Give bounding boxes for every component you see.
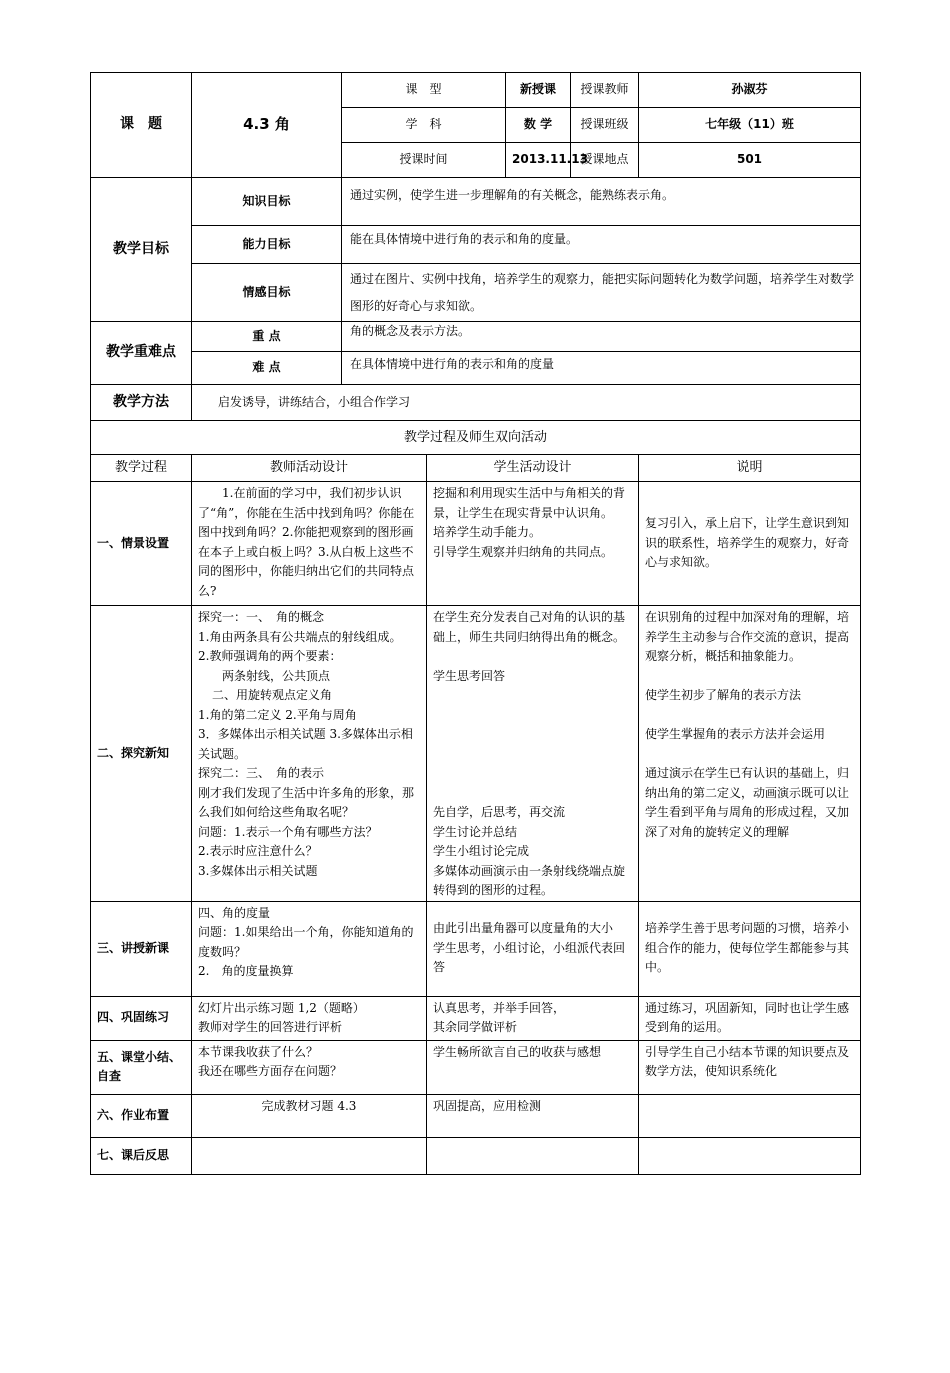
ability-goal-label: 能力目标 [192,226,342,264]
student-activity-line: 其余同学做评析 [433,1020,518,1034]
activity-note [639,1040,861,1094]
process-stage: 五、课堂小结、自查 [91,1040,192,1094]
type-value: 新授课 [506,73,571,108]
teacher-activity-line: 2.表示时应注意什么？ [198,844,318,858]
teacher-activity [192,606,427,902]
student-activity [427,482,639,606]
process-stage: 一、情景设置 [91,482,192,606]
student-activity [427,1094,639,1137]
student-activity-line [433,647,632,667]
teacher-activity-line: 1.角由两条具有公共端点的射线组成。 [198,629,402,644]
teacher-activity-line: 1.角的第二定义 2.平角与周角 [198,707,357,722]
difficult-point-text: 在具体情境中进行角的表示和角的度量 [342,352,861,385]
teacher-activity-line: 3．多媒体出示相关试题 3.多媒体出示相关试题。 [198,727,413,761]
student-activity-line: 在学生充分发表自己对角的认识的基础上，师生共同归纳得出角的概念。 [433,610,626,644]
student-activity-line: 学生小组讨论完成 [433,844,530,858]
teacher-activity-line: 二、用旋转观点定义角 [212,688,333,702]
activity-note [639,606,861,902]
student-activity [427,1040,639,1094]
teacher-activity [192,1040,427,1094]
col-teacher-header: 教师活动设计 [192,455,427,482]
activity-note-line: 使学生初步了解角的表示方法 [645,688,802,702]
emotion-goal-text: 通过在图片、实例中找角，培养学生的观察力，能把实际问题转化为数学问题，培养学生对数学图形的好奇心与求知欲。 [342,264,861,322]
teacher-activity-line: 问题：1.表示一个角有哪些方法？ [198,824,378,839]
student-activity [427,1137,639,1174]
activity-note [639,996,861,1040]
student-activity-line: 挖掘和利用现实生活中与角相关的背景，让学生在现实背景中认识角。 [433,486,626,520]
knowledge-goal-label: 知识目标 [192,178,342,226]
lesson-plan-table [90,72,861,1175]
activity-note-line: 通过练习，巩固新知，同时也让学生感受到角的运用。 [645,1000,850,1034]
activity-note [639,482,861,606]
process-section-title: 教学过程及师生双向活动 [91,421,861,455]
activity-note-line [645,706,854,726]
key-point-text: 角的概念及表示方法。 [342,322,861,352]
process-row [91,1137,861,1174]
teacher-activity-line: 1.在前面的学习中，我们初步认识了“角”，你能在生活中找到角吗？你能在图中找到角吗？2.你能把观察到的图形画在本子上或白板上吗？3.从白板上这些不同的图形中，你能归纳出它们的共同特点么? [198,486,415,598]
student-activity-line: 多媒体动画演示由一条射线绕端点旋转得到的图形的过程。 [433,863,626,897]
student-activity-line [433,784,632,804]
col-process-header: 教学过程 [91,455,192,482]
place-label: 授课地点 [571,143,639,178]
type-label: 课 型 [342,73,506,108]
student-activity-line: 先自学，后思考，再交流 [433,805,566,819]
activity-note-line: 使学生掌握角的表示方法并会运用 [645,727,826,741]
subject-value: 数 学 [506,108,571,143]
teacher-activity [192,901,427,996]
teacher-activity-line: 教师对学生的回答进行评析 [198,1020,343,1034]
student-activity-line: 学生思考回答 [433,668,506,683]
time-value: 2013.11.13 [506,143,571,178]
student-activity-line: 学生畅所欲言自己的收获与感想 [433,1044,602,1059]
process-stage: 六、作业布置 [91,1094,192,1137]
student-activity [427,901,639,996]
student-activity-line [433,686,632,706]
activity-note [639,1094,861,1137]
student-activity-line [433,706,632,726]
place-value: 501 [639,143,861,178]
process-row [91,901,861,996]
student-activity-line [433,725,632,745]
teacher-activity-line: 两条射线，公共顶点 [222,668,331,683]
activity-note-line: 在识别角的过程中加深对角的理解，培养学生主动参与合作交流的意识，提高观察分析，概括和抽象能力。 [645,610,850,663]
teacher-activity-line: 探究一：一、 角的概念 [198,610,325,624]
difficult-point-label: 难 点 [192,352,342,385]
student-activity-line: 引导学生观察并归纳角的共同点。 [433,544,614,559]
teacher-activity-line: 问题：1.如果给出一个角，你能知道角的度数吗？ [198,925,414,959]
activity-note [639,901,861,996]
process-stage: 三、讲授新课 [91,901,192,996]
teacher-activity-line: 2. 角的度量换算 [198,964,294,978]
teacher-value: 孙淑芬 [639,73,861,108]
teacher-activity-line: 四、角的度量 [198,905,271,920]
teacher-activity [192,996,427,1040]
method-text: 启发诱导，讲练结合，小组合作学习 [192,385,861,421]
teacher-activity-line: 刚才我们发现了生活中许多角的形象，那么我们如何给这些角取名呢？ [198,785,415,819]
activity-note-line: 复习引入，承上启下，让学生意识到知识的联系性，培养学生的观察力，好奇心与求知欲。 [645,516,850,570]
key-points-label: 教学重难点 [91,322,192,385]
student-activity-line [433,764,632,784]
method-label: 教学方法 [91,385,192,421]
student-activity-line: 学生讨论并总结 [433,824,518,839]
process-stage: 二、探究新知 [91,606,192,902]
process-row [91,996,861,1040]
activity-note-line [645,667,854,687]
activity-note [639,1137,861,1174]
teacher-activity-line: 我还在哪些方面存在问题？ [198,1064,343,1078]
class-label: 授课班级 [571,108,639,143]
student-activity [427,996,639,1040]
teacher-activity-line: 探究二：三、 角的表示 [198,766,325,780]
teacher-activity [192,482,427,606]
knowledge-goal-text: 通过实例，使学生进一步理解角的有关概念，能熟练表示角。 [342,178,861,226]
teacher-activity-line: 完成教材习题 4.3 [261,1098,357,1113]
time-label: 授课时间 [342,143,506,178]
activity-note-line [645,745,854,765]
student-activity-line: 巩固提高，应用检测 [433,1098,542,1113]
class-value: 七年级（11）班 [639,108,861,143]
student-activity-line: 由此引出量角器可以度量角的大小 [433,921,614,936]
process-stage: 七、课后反思 [91,1137,192,1174]
course-label: 课 题 [91,73,192,178]
subject-label: 学 科 [342,108,506,143]
col-note-header: 说明 [639,455,861,482]
student-activity [427,606,639,902]
teacher-activity-line: 幻灯片出示练习题 1,2（题略） [198,1000,365,1015]
process-row [91,482,861,606]
teacher-activity-line: 2.教师强调角的两个要素： [198,649,342,663]
student-activity-line: 学生思考，小组讨论，小组派代表回答 [433,940,626,975]
teacher-activity-line: 3.多媒体出示相关试题 [198,863,318,878]
activity-note-line: 通过演示在学生已有认识的基础上，归纳出角的第二定义，动画演示既可以让学生看到平角与周角的形成过程，又加深了对角的旋转定义的理解 [645,766,850,839]
process-row [91,1094,861,1137]
process-row [91,606,861,902]
process-stage: 四、巩固练习 [91,996,192,1040]
key-point-label: 重 点 [192,322,342,352]
teacher-label: 授课教师 [571,73,639,108]
student-activity-line: 认真思考，并举手回答， [433,1000,566,1015]
goals-label: 教学目标 [91,178,192,322]
process-row [91,1040,861,1094]
ability-goal-text: 能在具体情境中进行角的表示和角的度量。 [342,226,861,264]
student-activity-line [433,745,632,765]
teacher-activity-line: 本节课我收获了什么？ [198,1044,319,1059]
teacher-activity [192,1094,427,1137]
student-activity-line: 培养学生动手能力。 [433,525,542,539]
teacher-activity [192,1137,427,1174]
emotion-goal-label: 情感目标 [192,264,342,322]
activity-note-line: 引导学生自己小结本节课的知识要点及数学方法，使知识系统化 [645,1044,850,1078]
col-student-header: 学生活动设计 [427,455,639,482]
activity-note-line: 培养学生善于思考问题的习惯，培养小组合作的能力，使每位学生都能参与其中。 [645,921,850,975]
course-title: 4.3 角 [192,73,342,178]
